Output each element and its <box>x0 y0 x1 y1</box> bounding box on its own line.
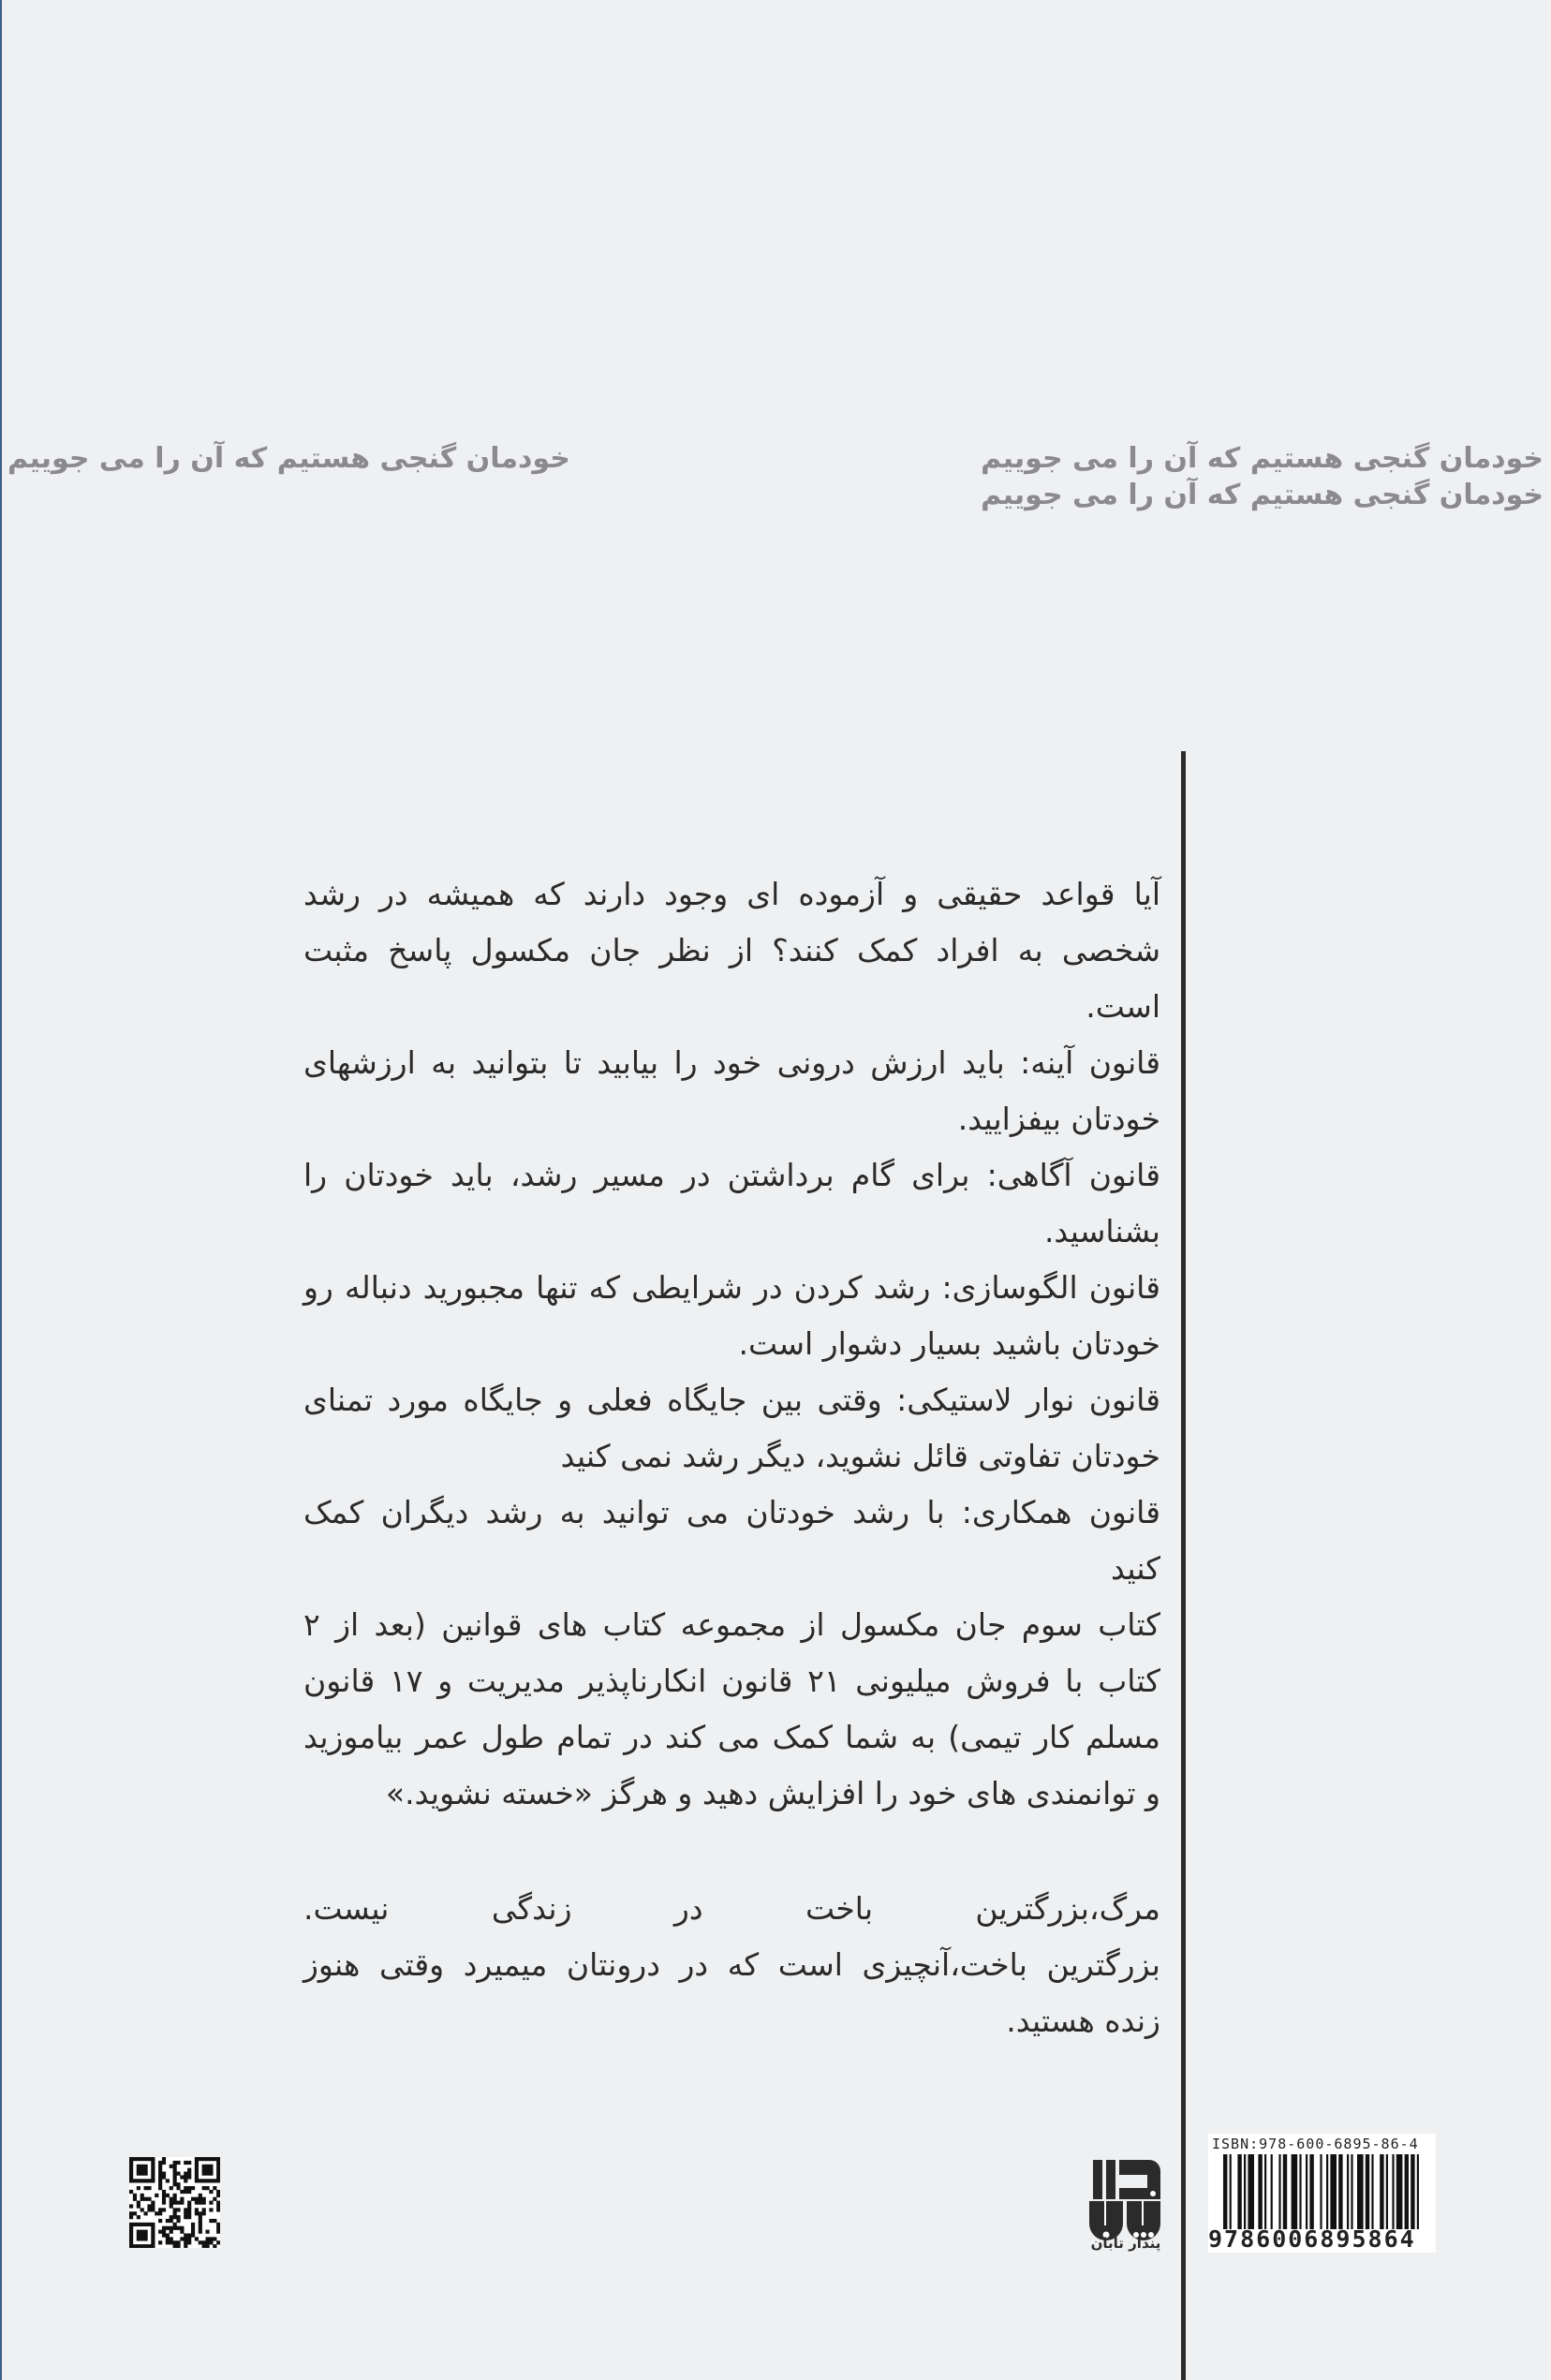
barcode-bar <box>1347 2154 1349 2229</box>
description-paragraph <box>303 1260 1160 1372</box>
text-line: زنده هستید. <box>1006 2003 1160 2039</box>
text-line: شخصی به افراد کمک کنند؟ از نظر جان مکسول پاسخ مثبت <box>303 932 1160 968</box>
barcode-bar <box>1283 2154 1287 2229</box>
text-line: قانون آینه: باید ارزش درونی خود را بیابید تا بتوانید به ارزشهای <box>303 1044 1160 1081</box>
barcode-bar <box>1371 2154 1373 2229</box>
barcode-bar <box>1338 2154 1342 2229</box>
barcode-bar <box>1230 2154 1232 2229</box>
isbn-barcode <box>1208 2134 1436 2253</box>
barcode-bar <box>1306 2154 1307 2229</box>
tagline: خودمان گنجی هستیم که آن را می جوییم <box>981 442 1544 475</box>
quote-paragraph <box>303 1881 1160 2049</box>
text-line: بزرگترین باخت،آنچیزی است که در درونتان میمیرد وقتی هنوز <box>303 1946 1160 1983</box>
description-paragraph <box>303 866 1160 1035</box>
barcode-bar <box>1223 2154 1227 2229</box>
description-paragraph <box>303 1597 1160 1822</box>
text-line: خودتان بیفزایید. <box>957 1101 1160 1137</box>
barcode-bar <box>1278 2154 1280 2229</box>
tagline: خودمان گنجی هستیم که آن را می جوییم <box>7 442 570 475</box>
isbn-label: ISBN:978-600-6895-86-4 <box>1212 2136 1419 2152</box>
text-line: قانون همکاری: با رشد خودتان می توانید به رشد دیگران کمک <box>303 1494 1160 1530</box>
barcode-bar <box>1292 2154 1298 2229</box>
barcode-bar <box>1411 2154 1414 2229</box>
description-paragraph <box>303 1372 1160 1485</box>
barcode-bar <box>1351 2154 1352 2229</box>
text-line: کنید <box>1111 1550 1160 1587</box>
text-line: کتاب با فروش میلیونی ۲۱ قانون انکارناپذیر مدیریت و ۱۷ قانون <box>303 1663 1160 1699</box>
text-line: قانون آگاهی: برای گام برداشتن در مسیر رشد، باید خودتان را <box>303 1157 1160 1193</box>
tagline: خودمان گنجی هستیم که آن را می جوییم <box>981 479 1544 511</box>
description-paragraph <box>303 1485 1160 1597</box>
barcode-bar <box>1405 2154 1409 2229</box>
barcode-bar <box>1392 2154 1394 2229</box>
back-cover-description <box>303 866 1160 2049</box>
text-line: مسلم کار تیمی) به شما کمک می کند در تمام طول عمر بیاموزید <box>303 1719 1160 1755</box>
barcode-bar <box>1366 2154 1369 2229</box>
barcode-bar <box>1237 2154 1241 2229</box>
barcode-bar <box>1244 2154 1246 2229</box>
barcode-bar <box>1320 2154 1322 2229</box>
text-line: کتاب سوم جان مکسول از مجموعه کتاب های قوانین (بعد از ۲ <box>303 1606 1160 1643</box>
ean-number: 9786006895864 <box>1208 2225 1416 2253</box>
publisher-name: پندار تابان <box>1090 2235 1161 2252</box>
text-line: و توانمندی های خود را افزایش دهید و هرگز «خسته نشوید.» <box>385 1775 1160 1811</box>
text-line: است. <box>1086 988 1160 1025</box>
barcode-bar <box>1248 2154 1254 2229</box>
qr-code-icon <box>129 2157 220 2248</box>
barcode-bar <box>1271 2154 1273 2229</box>
description-paragraph <box>303 1035 1160 1147</box>
text-line: خودتان باشید بسیار دشوار است. <box>738 1325 1160 1362</box>
text-line: قانون نوار لاستیکی: وقتی بین جایگاه فعلی و جایگاه مورد تمنای <box>303 1382 1160 1418</box>
barcode-bar <box>1396 2154 1403 2229</box>
barcode-bar <box>1330 2154 1337 2229</box>
description-paragraph <box>303 1147 1160 1260</box>
text-line: بشناسید. <box>1043 1213 1160 1249</box>
barcode-bar <box>1264 2154 1266 2229</box>
spine-divider <box>1181 751 1186 2380</box>
barcode-bar <box>1380 2154 1383 2229</box>
cover-edge <box>0 0 2 2380</box>
barcode-bar <box>1309 2154 1313 2229</box>
barcode-bar <box>1357 2154 1364 2229</box>
text-line: آیا قواعد حقیقی و آزموده ای وجود دارند که همیشه در رشد <box>303 876 1160 912</box>
barcode-bar <box>1326 2154 1328 2229</box>
barcode-bar <box>1299 2154 1301 2229</box>
tagline-banner <box>7 442 1544 511</box>
barcode-bar <box>1258 2154 1262 2229</box>
text-line: خودتان تفاوتی قائل نشوید، دیگر رشد نمی کنید <box>560 1438 1160 1474</box>
barcode-bar <box>1386 2154 1388 2229</box>
text-line: مرگ،بزرگترین باخت در زندگی نیست. <box>303 1890 1160 1927</box>
text-line: قانون الگوسازی: رشد کردن در شرایطی که تنها مجبورید دنباله رو <box>303 1269 1160 1306</box>
barcode-bar <box>1417 2154 1419 2229</box>
